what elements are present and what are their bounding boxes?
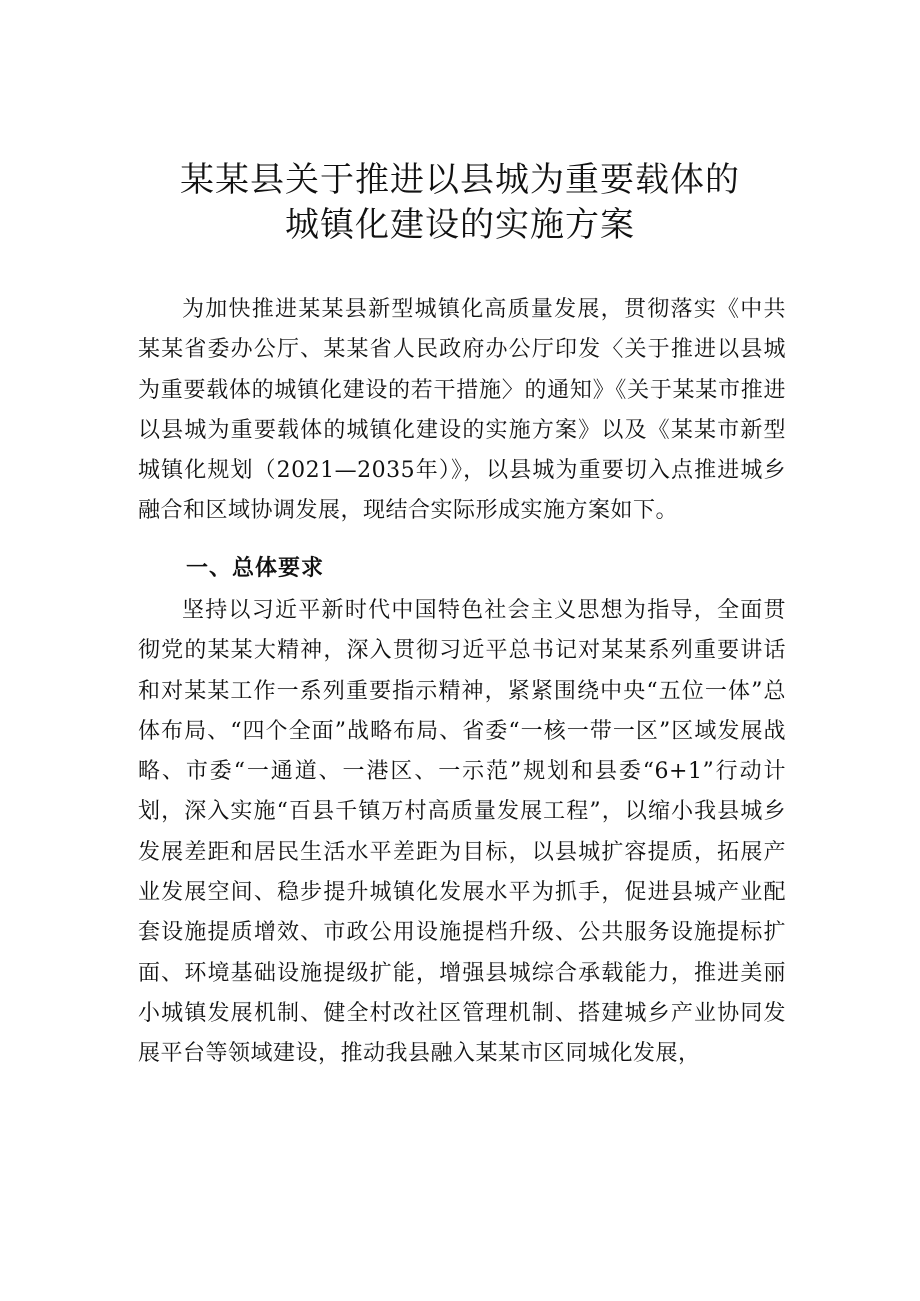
section-paragraph: 坚持以习近平新时代中国特色社会主义思想为指导，全面贯彻党的某某大精神，深入贯彻习近平总书记对某某系列重要讲话和对某某工作一系列重要指示精神，紧紧围绕中央“五位一体”总体布局、“四个全面”战略布局、省委“一核一带一区”区域发展战略、市委“一通道、一港区、一示范”规划和县委“6+1”行动计划，深入实施“百县千镇万村高质量发展工程”，以缩小我县城乡发展差距和居民生活水平差距为目标，以县城扩容提质，拓展产业发展空间、稳步提升城镇化发展水平为抓手，促进县城产业配套设施提质增效、市政公用设施提档升级、公共服务设施提标扩面、环境基础设施提级扩能，增强县城综合承载能力，推进美丽小城镇发展机制、健全村改社区管理机制、搭建城乡产业协同发展平台等领域建设，推动我县融入某某市区同城化发展， [138, 598, 786, 1067]
section-heading: 一、总体要求 [186, 556, 325, 581]
document-title-line-2: 城镇化建设的实施方案 [285, 205, 635, 245]
document-title-line-1: 某某县关于推进以县城为重要载体的 [180, 160, 740, 200]
intro-paragraph: 为加快推进某某县新型城镇化高质量发展，贯彻落实《中共某某省委办公厅、某某省人民政府办公厅印发〈关于推进以县城为重要载体的城镇化建设的若干措施〉的通知》《关于某某市推进以县城为重要载体的城镇化建设的实施方案》以及《某某市新型城镇化规划（2021—2035年）》，以县城为重要切入点推进城乡融合和区域协调发展，现结合实际形成实施方案如下。 [138, 297, 786, 524]
